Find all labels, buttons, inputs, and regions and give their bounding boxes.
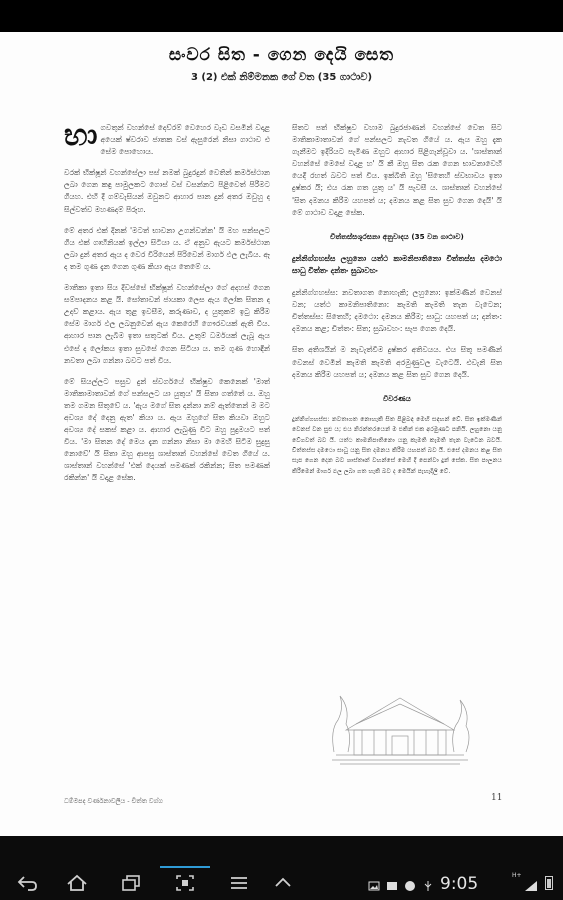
menu-icon[interactable] xyxy=(226,872,252,894)
page-title: සංවර සිත - ගෙන දෙයි සෙත xyxy=(168,45,395,65)
notification-icons xyxy=(368,877,434,889)
commentary-note: දුන්නිග්ගහස්ස: නවතාගත නොහැකි සිත පිළිබඳ මෙහි සඳහන් වේ. සිත ඉක්මණින් වෙනස් වන සුළු ය; එය නිරන්තරයෙන් ම එකින් එක අරමුණට පනියි. ලහුනො යනු වේගවත් බව යි. යත්ථ කාමනිපාතිනො යනු කැමති කැමති තැන වැටෙන බවයි. චිත්තස්ස දමථො සාධු යනු සිත දමනය කිරීම යහපත් බව යි. එසේ දමනය කළ සිත සැප ගෙන දෙන බව ශාස්තෘන් වහන්සේ මෙහි දී පෙන්වා දුන් සේක. සිත පාලනය කිරීමෙන් මාර්ග ඵල ලබා ගත හැකි බව ද මෙයින් පැහැදිලි වේ. xyxy=(292,415,502,475)
paragraph: මේ සියල්ලට පසුව දුන් ස්වර්ගයේ භික්ෂුව කෙනෙක් 'මාත් මාතිකාමාතාවන් ගේ පන්සලට යා යුතුය' යි සිතා ගත්තේ ය. ඔහු තම ගමන සිතුවේ ය. 'ඇය මගේ සිත දන්නා නම් ඇත්තෙන් ම මට අවශ්‍ය දේ දෙනු ඇත' කියා ය. ඇය ඔහුගේ සිත කියවා ඔහුට අවශ්‍ය දේ සකස් කළා ය. ආහාර ලැබුණු විට ඔහු පුදුමයට පත් විය. 'මා සිතන දේ මෙය දැන ගන්නා නිසා මා මෙහි සිටීම සුදුසු නොවේ' යි සිතා ඔහු ආපසු ශාස්තෘන් වහන්සේ වෙත ගියේ ය. ශාස්තෘන් වහන්සේ 'එක් දෙයක් පමණක් රකින්න; සිත පමණක් රකින්න' යි වදාළ සේක. xyxy=(64,376,270,483)
page-number: 11 xyxy=(491,793,503,803)
bottom-black-bar xyxy=(0,836,563,866)
section-heading: චිත්තස්සශූරසනා අනුවාදය (35 වන ගාථාව) xyxy=(330,231,464,241)
screenshot-icon[interactable] xyxy=(172,872,198,894)
paragraph: සිත අතිශයින් ම නැවැත්වීම දුෂ්කර අතිවයය. එය සිතූ පමණින් වෙනස් වෙමින් කැමති කැමති අරමුණුවල වැටෙයි. එවැනි සිත දමනය කිරීම යහපත් ය; දමනය කළ සිත සුව ගෙන දෙයි. xyxy=(292,345,502,379)
signal-icon xyxy=(524,877,538,896)
network-type: H+ xyxy=(512,872,522,879)
paragraph: වරක් භික්ෂූන් වහන්සේලා පස් නමක් බුදුරදුන් වෙතින් කර්මස්ථාන ලබා ගෙන කඳු පාමුලකට ගොස් වස් වසන්නට පිළිවෙත් පිරීමට ගියහ. එහි දී ගම්වැසියන් ඔවුනට ආහාර පාන දුන් අතර ඔවුහු ද සිල්වත්ව මහණදම් පිරූහ. xyxy=(64,168,270,214)
drop-cap: භා xyxy=(64,118,98,153)
page-subtitle: 3 (2) එක් නිම්මනක ගේ වත (35 ගාථාව) xyxy=(190,72,373,83)
usb-icon xyxy=(422,877,434,889)
section-heading: විවරණය xyxy=(383,393,411,403)
chat-icon xyxy=(404,877,416,889)
up-icon[interactable] xyxy=(270,872,296,894)
paragraph-text: ගවතුන් වහන්සේ දෙව්රම් වෙහෙර වැඩ වසමින් වදාළ අයෙක් ෂ්වරාව ජාතක වස් ඇසුරෙන් නිසා ගාථාව එ සේම පොහොය. xyxy=(100,123,270,157)
right-column xyxy=(292,122,502,486)
battery-icon xyxy=(545,876,553,890)
paragraph: සිතට පත් භික්ෂුව වහාම බුදුරජාණන් වහන්සේ වෙත සිට මාතිකාමාතාවන් ගේ පන්සලට නැවත ගියේ ය. ඇය ඔහු දැක ගැනීමට ඉදිරියට පැමිණ ඔහුට ආහාර පිළිගැන්වූවා ය. 'ශාස්තෘන් වහන්සේ මෙසේ වදාළ හ' යි කී ඔහු සිත රැක ගෙන භාවනාවෙහි යෙදී රහත් බවට පත් විය. ඉක්බිති ඔහු 'සිතෙහි ස්වභාවය ඉතා දුෂ්කර යි; එය රැක ගත යුතු ය' යි පැවසී ය. ශාස්තෘන් වහන්සේ 'සිත දමනය කිරීම යහපත් ය; දමනය කළ සිත සුව ගෙන දෙයි' යි මේ ගාථාව වදාළ සේක. xyxy=(292,123,502,217)
paragraph: මාතිකා ඉතා සිය දිවස්සේ භික්ෂූන් වහන්සේලා ගේ අදහස් ගෙන සම්පාදනය කළ යි. සෝතාවන් ජායකා ලෙස ඇය ලෝක සිතන ද උදව් කළාය. ඇය තුළ ඉවසීම, කරුණාව, ද යුතුකම් ඉටු කිරීම සේම මාර්ග ඵල ලබනුවෙන් ඇය කෙරෙහි ගෞරවයක් ඇති විය. ආහාර පාන ලැබීම ඉතා සතුටක් විය. උතුම් ධර්මයක් ලැබූ ඇය එසේ ද ලෝකය ඉතා සුවසේ ගෙන සිටියා ය. තම ගුණ හොඳින් නවතා ලබා ගන්නා බවට පත් විය. xyxy=(64,283,270,365)
left-column xyxy=(64,118,270,494)
verse-pali: දුන්නිග්ගහස්ස ලහුනො යත්ථ කාමනිපාතිනො චිත්තස්ස දමථො සාධු චිත්තං දන්තං සුඛාවහං xyxy=(292,253,502,275)
active-indicator xyxy=(160,866,210,868)
back-icon[interactable] xyxy=(14,872,40,894)
paragraph xyxy=(64,118,270,158)
clock: 9:05 xyxy=(440,874,479,894)
paragraph: මේ අතර එක් දිනක් 'මටත් භාවනා උගන්වන්න' යි මහ පන්සලට ගිය එක් ගෘහිනියක් ඉල්ලා සිටියා ය. ඒ අනුව ඇයට කර්මස්ථාන ලබා දුන් අතර ඇය ද වෙර වීරියෙන් පිරිවෙන් මාර්ග ඵල ලැබීය. ඈ ද තම ගුණ දැන ගෙන ගුණ කියා ඇය තෙමේ ය. xyxy=(64,225,270,271)
paragraph: දුන්නිග්ගහස්ස: නවතාගත නොහැකි; ලහුනො: ඉක්මණින් වෙනස් වන; යත්ථ කාමනිපාතිනො: කැමති කැමති තැන වැටෙන; චිත්තස්ස: සිතෙහි; දමථො: දමනය කිරීම; සාධු: යහපත් ය; දන්තං: දමනය කළ; චිත්තං: සිත; සුඛාවහං: සැප ගෙන දෙයි. xyxy=(292,288,502,334)
temple-illustration xyxy=(326,660,474,770)
recent-apps-icon[interactable] xyxy=(118,872,144,894)
home-icon[interactable] xyxy=(64,872,90,894)
navigation-bar xyxy=(0,866,563,900)
top-status-bar xyxy=(0,0,563,32)
notification-image-icon xyxy=(386,877,398,889)
running-footer: ධම්මපද වර්ණනාවලිය - චිත්ත වග්ග xyxy=(64,797,163,805)
image-icon xyxy=(368,877,380,889)
